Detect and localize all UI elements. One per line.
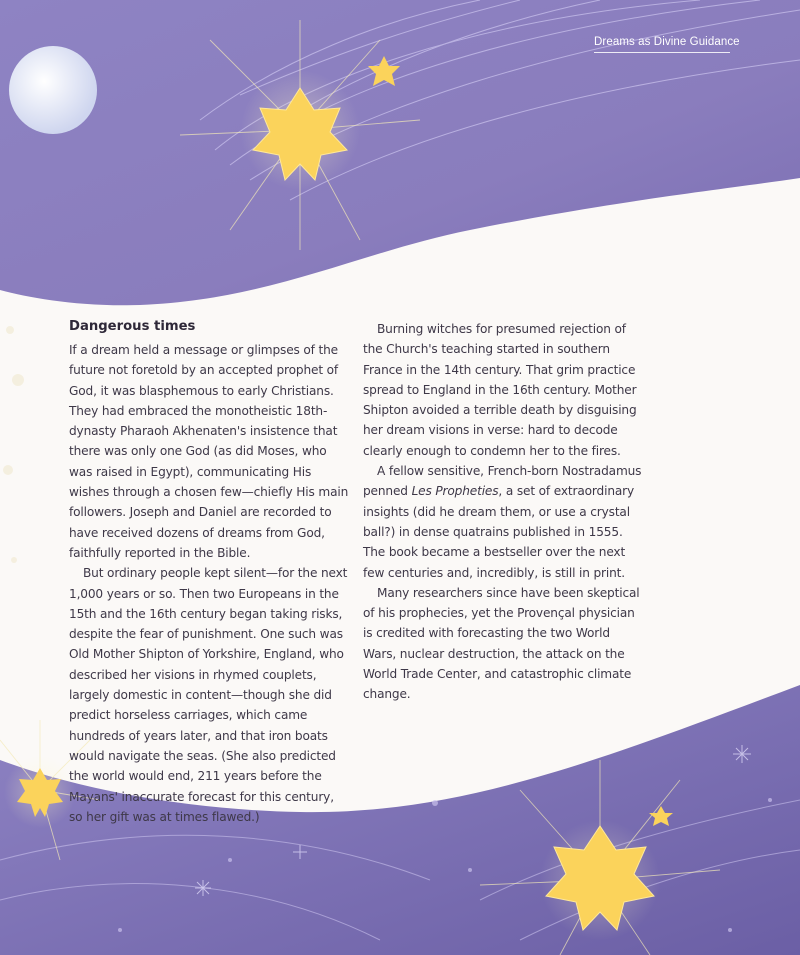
paragraph: Many researchers since have been skeptical of his prophecies, yet the Provençal physician is credited with forecasting the two World Wars, nuclear destruction, the attack on the World Trade Center, and catastrophic climate change.	[363, 585, 640, 702]
article-column-left	[69, 316, 351, 827]
section-heading: Dangerous times	[69, 319, 196, 334]
paragraph-text: , a set of extraordinary insights (did he dream them, or use a crystal ball?) in dense quatrains published in 1555. The book became a bestseller over the next few centuries and, incredibly, is still in print.	[363, 484, 635, 580]
paragraph: Burning witches for presumed rejection of the Church's teaching started in southern France in the 14th century. That grim practice spread to England in the 16th century. Mother Shipton avoided a terrible death by disguising her dream visions in verse: hard to decode clearly enough to condemn her to the fires.	[363, 322, 637, 458]
paragraph-text: A fellow sensitive, French-born Nostradamus penned	[363, 464, 642, 499]
paragraph	[363, 461, 645, 583]
moon-icon	[9, 46, 97, 134]
article-column-right	[363, 319, 645, 705]
sparkle-icon	[3, 326, 24, 563]
book-title: Les Propheties	[411, 484, 499, 499]
paragraph: If a dream held a message or glimpses of the future not foretold by an accepted prophet of God, it was blasphemous to early Christians. They had embraced the monotheistic 18th-dynasty Pharaoh Akhenaten's insistence that there was only one God (as did Moses, who was raised in Egypt), communicating His wishes through a chosen few—chiefly His main followers. Joseph and Daniel are recorded to have received dozens of dreams from God, faithfully reported in the Bible.	[69, 343, 349, 560]
section-header-label: Dreams as Divine Guidance	[594, 36, 730, 53]
paragraph: But ordinary people kept silent—for the next 1,000 years or so. Then two Europeans in the 15th and the 16th century began taking risks, despite the fear of punishment. One such was Old Mother Shipton of Yorkshire, England, who described her visions in rhymed couplets, largely domestic in content—though she did predict horseless carriages, which came hundreds of years later, and that iron boats would navigate the seas. (She also predicted the world would end, 211 years before the Mayans' inaccurate forecast for this century, so her gift was at times flawed.)	[69, 566, 348, 824]
